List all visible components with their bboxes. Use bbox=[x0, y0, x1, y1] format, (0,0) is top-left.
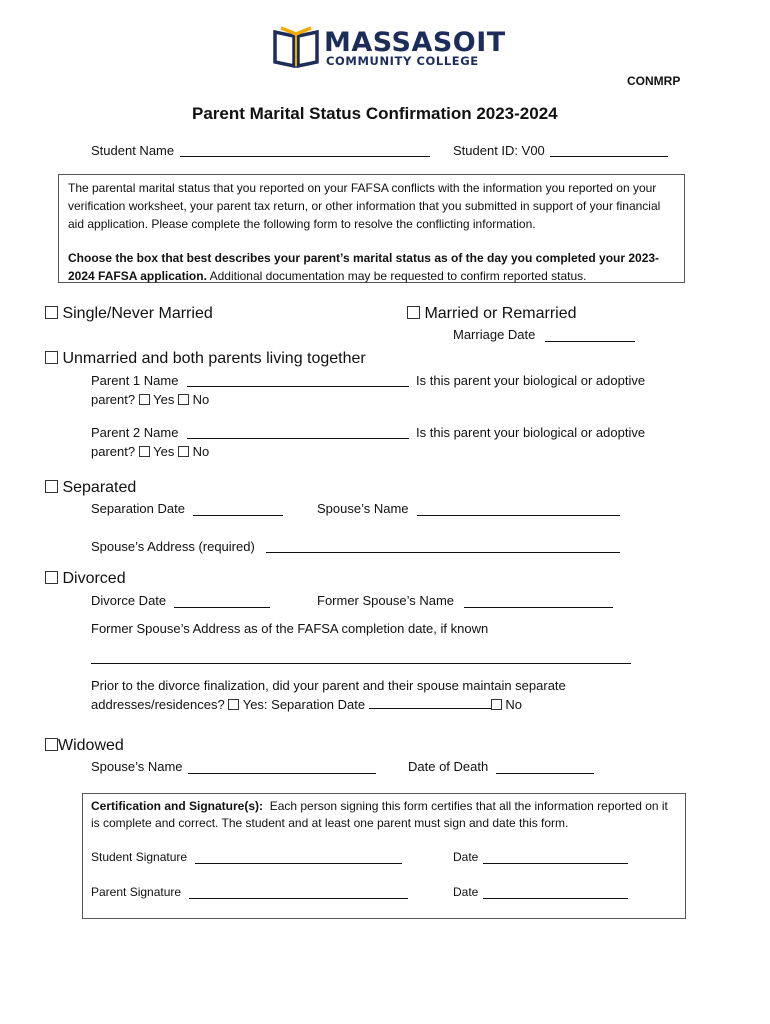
option-divorced[interactable] bbox=[45, 570, 126, 588]
prior-divorce-no-label: No bbox=[505, 697, 522, 712]
college-logo bbox=[272, 26, 506, 70]
widowed-checkbox[interactable] bbox=[45, 738, 58, 751]
student-name-label: Student Name bbox=[91, 143, 175, 158]
marriage-date-label: Marriage Date bbox=[453, 327, 536, 342]
parent2-name-field[interactable] bbox=[187, 438, 409, 439]
parent1-no-checkbox[interactable] bbox=[178, 394, 189, 405]
divorce-date-label: Divorce Date bbox=[91, 593, 167, 608]
unmarried-checkbox[interactable] bbox=[45, 351, 58, 364]
married-label: Married or Remarried bbox=[424, 305, 577, 322]
book-emblem-icon bbox=[272, 26, 320, 68]
intro-instruction-bold: Choose the box that best describes your parent’s marital status as of the day you completed your 2023-2024 FAFSA application. bbox=[68, 251, 660, 283]
intro-box bbox=[58, 174, 685, 283]
widowed-spouse-name-field[interactable] bbox=[188, 773, 376, 774]
parent1-bio-question: Is this parent your biological or adoptive bbox=[416, 373, 646, 388]
parent2-bio-answer bbox=[91, 444, 209, 459]
former-spouse-name-label: Former Spouse’s Name bbox=[317, 593, 455, 608]
certification-heading: Certification and Signature(s): bbox=[91, 799, 264, 813]
parent1-name-field[interactable] bbox=[187, 386, 409, 387]
former-spouse-name-field[interactable] bbox=[464, 607, 613, 608]
parent-date-label: Date bbox=[453, 885, 479, 899]
parent2-no-label: No bbox=[192, 444, 210, 459]
parent2-no-checkbox[interactable] bbox=[178, 446, 189, 457]
parent1-bio-cont: parent? bbox=[91, 392, 136, 407]
intro-instruction bbox=[68, 249, 674, 285]
parent2-yes-checkbox[interactable] bbox=[139, 446, 150, 457]
parent2-bio-question: Is this parent your biological or adoptive bbox=[416, 425, 646, 440]
parent1-no-label: No bbox=[192, 392, 210, 407]
parent2-bio-cont: parent? bbox=[91, 444, 136, 459]
separated-spouse-name-label: Spouse’s Name bbox=[317, 501, 409, 516]
married-checkbox[interactable] bbox=[407, 306, 420, 319]
prior-divorce-line1: Prior to the divorce finalization, did your parent and their spouse maintain separate bbox=[91, 678, 566, 693]
marriage-date-field[interactable] bbox=[545, 341, 635, 342]
former-spouse-address-field[interactable] bbox=[91, 663, 631, 664]
divorce-date-field[interactable] bbox=[174, 607, 270, 608]
option-widowed[interactable] bbox=[45, 737, 124, 755]
student-date-label: Date bbox=[453, 850, 479, 864]
option-single[interactable] bbox=[45, 305, 213, 323]
separation-date-label: Separation Date bbox=[91, 501, 185, 516]
former-spouse-address-label: Former Spouse’s Address as of the FAFSA completion date, if known bbox=[91, 621, 489, 636]
parent2-yes-label: Yes bbox=[153, 444, 175, 459]
prior-divorce-yes-checkbox[interactable] bbox=[228, 699, 239, 710]
separation-date-field[interactable] bbox=[193, 515, 283, 516]
widowed-label: Widowed bbox=[58, 737, 124, 754]
student-id-field[interactable] bbox=[550, 156, 668, 157]
separated-label: Separated bbox=[62, 479, 137, 496]
spouse-address-field[interactable] bbox=[266, 552, 620, 553]
student-id-label: Student ID: V00 bbox=[453, 143, 545, 158]
parent1-bio-answer bbox=[91, 392, 209, 407]
divorced-label: Divorced bbox=[62, 570, 126, 587]
certification-text: Each person signing this form certifies that all the information reported on it is complete and correct. The student and at least one parent must sign and date this form. bbox=[91, 799, 668, 830]
date-of-death-label: Date of Death bbox=[408, 759, 489, 774]
divorced-checkbox[interactable] bbox=[45, 571, 58, 584]
single-checkbox[interactable] bbox=[45, 306, 58, 319]
spouse-address-label: Spouse’s Address (required) bbox=[91, 539, 255, 554]
widowed-spouse-name-label: Spouse’s Name bbox=[91, 759, 183, 774]
parent1-yes-checkbox[interactable] bbox=[139, 394, 150, 405]
parent-signature-label: Parent Signature bbox=[91, 885, 182, 899]
option-separated[interactable] bbox=[45, 479, 136, 497]
prior-divorce-no-checkbox[interactable] bbox=[491, 699, 502, 710]
single-label: Single/Never Married bbox=[62, 305, 213, 322]
certification-text-block bbox=[91, 798, 677, 832]
student-date-field[interactable] bbox=[483, 863, 628, 864]
parent1-name-label: Parent 1 Name bbox=[91, 373, 179, 388]
option-married[interactable] bbox=[407, 305, 577, 323]
prior-divorce-answer bbox=[91, 697, 522, 712]
page-title: Parent Marital Status Confirmation 2023-2024 bbox=[192, 104, 558, 123]
separated-checkbox[interactable] bbox=[45, 480, 58, 493]
student-signature-label: Student Signature bbox=[91, 850, 188, 864]
prior-divorce-separation-date-field[interactable] bbox=[369, 697, 491, 709]
parent2-name-label: Parent 2 Name bbox=[91, 425, 179, 440]
intro-paragraph: The parental marital status that you reported on your FAFSA conflicts with the information you reported on your verification worksheet, your parent tax return, or other information that you submitted in support of your financial aid application. Please complete the following form to resolve the conflicting information. bbox=[68, 181, 661, 231]
student-name-field[interactable] bbox=[180, 156, 430, 157]
parent-signature-field[interactable] bbox=[189, 898, 408, 899]
logo-name: MASSASOIT bbox=[324, 27, 506, 58]
prior-divorce-line2: addresses/residences? bbox=[91, 697, 225, 712]
unmarried-label: Unmarried and both parents living together bbox=[62, 350, 366, 367]
certification-box bbox=[82, 793, 686, 919]
logo-subtitle: COMMUNITY COLLEGE bbox=[326, 54, 479, 68]
separated-spouse-name-field[interactable] bbox=[417, 515, 620, 516]
parent1-yes-label: Yes bbox=[153, 392, 175, 407]
form-code: CONMRP bbox=[627, 74, 681, 88]
date-of-death-field[interactable] bbox=[496, 773, 594, 774]
intro-instruction-rest: Additional documentation may be requested to confirm reported status. bbox=[206, 269, 587, 283]
option-unmarried[interactable] bbox=[45, 350, 366, 368]
parent-date-field[interactable] bbox=[483, 898, 628, 899]
student-signature-field[interactable] bbox=[195, 863, 402, 864]
prior-divorce-yes-label: Yes: Separation Date bbox=[242, 697, 366, 712]
